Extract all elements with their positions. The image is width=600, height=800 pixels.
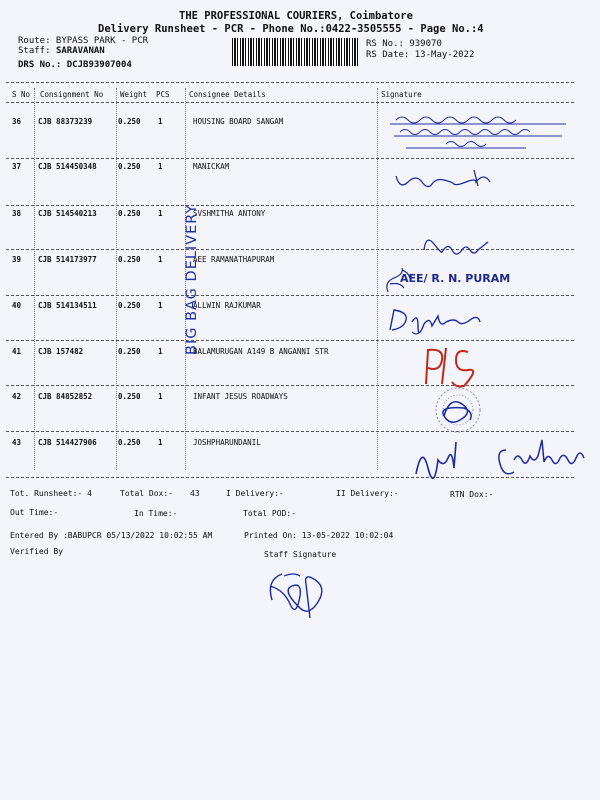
row-weight: 0.250	[118, 209, 141, 218]
signature-41	[414, 344, 484, 388]
company-name: THE PROFESSIONAL COURIERS, Coimbatore	[179, 10, 413, 22]
row-weight: 0.250	[118, 162, 141, 171]
divider	[6, 82, 574, 83]
round-seal-42	[418, 386, 500, 434]
staff-row	[18, 46, 105, 56]
row-consignment: CJB 514450348	[38, 162, 97, 171]
staff-signature	[262, 560, 332, 622]
signature-40	[384, 304, 494, 336]
row-sno: 41	[12, 347, 22, 356]
printed-on: Printed On: 13-05-2022 10:02:04	[244, 531, 394, 540]
table-row	[0, 392, 600, 406]
row-weight: 0.250	[118, 117, 141, 126]
column-separator	[34, 88, 35, 470]
row-pcs: 1	[158, 347, 163, 356]
table-row	[0, 301, 600, 315]
total-dox-label: Total Dox:-	[120, 489, 173, 498]
row-pcs: 1	[158, 255, 163, 264]
verified-by: Verified By	[10, 547, 63, 556]
table-row	[0, 162, 600, 176]
divider	[6, 295, 574, 296]
route: Route: BYPASS PARK - PCR	[18, 36, 149, 46]
staff-name: SARAVANAN	[55, 46, 105, 56]
staff-label: Staff:	[18, 46, 51, 56]
row-pcs: 1	[158, 392, 163, 401]
ii-delivery: II Delivery:-	[336, 489, 399, 498]
row-consignee: JOSHPHARUNDANIL	[193, 438, 261, 447]
row-pcs: 1	[158, 301, 163, 310]
row-consignment: CJB 157482	[38, 347, 84, 356]
divider	[6, 102, 574, 103]
row-weight: 0.250	[118, 347, 141, 356]
entered-by: Entered By :BABUPCR 05/13/2022 10:02:55 AM	[10, 531, 213, 540]
column-separator	[116, 88, 117, 470]
row-pcs: 1	[158, 209, 163, 218]
column-separator	[377, 88, 378, 470]
row-sno: 37	[12, 162, 22, 171]
divider	[6, 158, 574, 159]
row-sno: 42	[12, 392, 22, 401]
row-pcs: 1	[158, 162, 163, 171]
in-time: In Time:-	[134, 509, 178, 518]
row-consignment: CJB 84852852	[38, 392, 93, 401]
row-consignee: SVSHMITHA ANTONY	[193, 209, 266, 218]
table-row	[0, 255, 600, 269]
row-consignment: CJB 514173977	[38, 255, 97, 264]
row-weight: 0.250	[118, 392, 141, 401]
col-consignment: Consignment No	[40, 90, 104, 99]
signature-38	[420, 232, 510, 256]
table-row	[0, 347, 600, 361]
barcode	[232, 38, 358, 66]
rtn-dox: RTN Dox:-	[450, 490, 494, 499]
col-consignee: Consignee Details	[189, 90, 266, 99]
row-consignee: MANICKAM	[193, 162, 230, 171]
table-row	[0, 209, 600, 223]
row-consignee: BALAMURUGAN A149 B ANGANNI STR	[193, 347, 329, 356]
row-consignee: AEE RAMANATHAPURAM	[193, 255, 275, 264]
row-consignee: INFANT JESUS ROADWAYS	[193, 392, 288, 401]
row-consignment: CJB 514540213	[38, 209, 97, 218]
row-consignee: ALLWIN RAJKUMAR	[193, 301, 261, 310]
row-pcs: 1	[158, 117, 163, 126]
row-consignment: CJB 514134511	[38, 301, 97, 310]
row-consignment: CJB 88373239	[38, 117, 93, 126]
runsheet-title: Delivery Runsheet - PCR - Phone No.:0422-3505555 - Page No.:4	[98, 23, 484, 35]
rs-date: RS Date: 13-May-2022	[366, 50, 475, 60]
drs-number: DRS No.: DCJB93907004	[18, 60, 132, 70]
aee-stamp: AEE/ R. N. PURAM	[400, 272, 511, 285]
row-sno: 40	[12, 301, 22, 310]
divider	[6, 205, 574, 206]
staff-signature-label: Staff Signature	[264, 550, 337, 559]
divider	[6, 340, 574, 341]
row-sno: 39	[12, 255, 22, 264]
total-pod: Total POD:-	[243, 509, 296, 518]
total-runsheet: Tot. Runsheet:- 4	[10, 489, 92, 498]
row-consignment: CJB 514427906	[38, 438, 97, 447]
row-sno: 36	[12, 117, 22, 126]
col-sno: S No	[12, 90, 31, 99]
col-weight: Weight	[120, 90, 148, 99]
rs-number: RS No.: 939070	[366, 39, 442, 49]
col-signature: Signature	[381, 90, 422, 99]
signature-37	[392, 166, 502, 192]
row-consignee: HOUSING BOARD SANGAM	[193, 117, 284, 126]
row-pcs: 1	[158, 438, 163, 447]
signature-43	[410, 436, 600, 480]
out-time: Out Time:-	[10, 508, 59, 517]
row-weight: 0.250	[118, 438, 141, 447]
total-dox-value: 43	[190, 489, 200, 498]
row-sno: 43	[12, 438, 22, 447]
col-pcs: PCS	[156, 90, 170, 99]
big-bag-delivery-stamp: BIG BAG DELIVERY	[184, 203, 200, 355]
i-delivery: I Delivery:-	[226, 489, 284, 498]
seal-signature-36	[386, 108, 572, 156]
row-weight: 0.250	[118, 301, 141, 310]
row-sno: 38	[12, 209, 22, 218]
row-weight: 0.250	[118, 255, 141, 264]
